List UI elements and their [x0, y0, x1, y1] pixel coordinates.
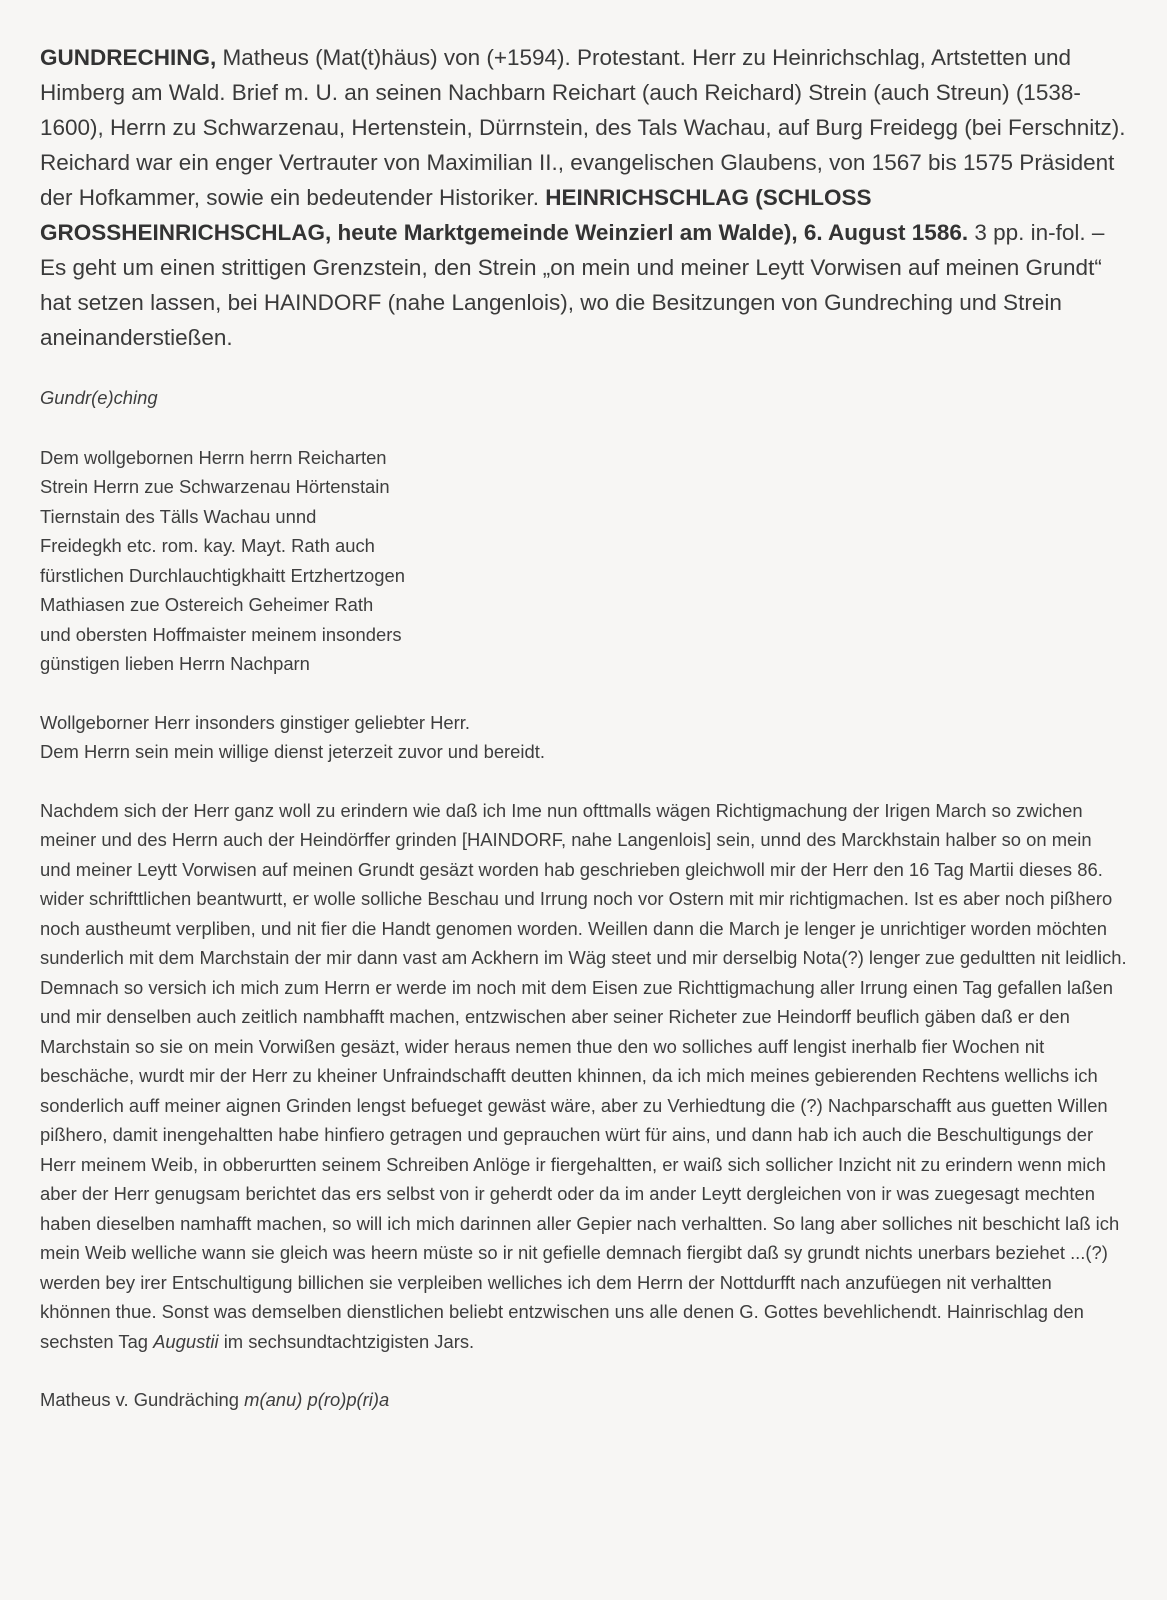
- signature: [40, 1385, 1127, 1415]
- address-line: Tiernstain des Tälls Wachau unnd: [40, 505, 317, 527]
- salutation: [40, 708, 1127, 767]
- author-name: GUNDRECHING,: [40, 45, 217, 70]
- salutation-line: Wollgeborner Herr insonders ginstiger geliebter Herr.: [40, 711, 470, 733]
- signature-name: Matheus v. Gundräching: [40, 1389, 245, 1410]
- letter-month: Augustii: [153, 1330, 219, 1352]
- sender-heading: Gundr(e)ching: [40, 387, 158, 408]
- author-description: Matheus (Mat(t)häus) von (+1594). Protestant. Herr zu Heinrichschlag, Artstetten und Himberg am Wald. Brief m. U. an seinen Nachbarn Reichart (auch Reichard) Strein (auch Streun) (1538-1600), Herrn zu Schwarzenau, Hertenstein, Dürrnstein, des Tals Wachau, auf Burg Freidegg (bei Ferschnitz). Reichard war ein enger Vertrauter von Maximilian II., evangelischen Glaubens, von 1567 bis 1575 Präsident der Hofkammer, sowie ein bedeutender Historiker.: [40, 45, 1126, 210]
- intro-paragraph: [40, 40, 1127, 355]
- letter-body-main: Nachdem sich der Herr ganz woll zu erindern wie daß ich Ime nun ofttmalls wägen Richtigmachung der Irigen March so zwichen meiner und des Herrn auch der Heindörffer grinden [HAINDORF, nahe Langenlois] sein, unnd des Marckhstain halber so on mein und meiner Leytt Vorwisen auf meinen Grundt gesäzt worden hab geschrieben gleichwoll mir der Herr den 16 Tag Martii dieses 86. wider schrifttlichen beantwurtt, er wolle solliche Beschau und Irrung noch vor Ostern mit mir richtigmachen. Ist es aber noch pißhero noch austheumt verpliben, und nit fier die Handt genomen worden. Weillen dann die March je lenger je unrichtiger worden möchten sunderlich mit dem Marchstain der mir dann vast am Ackhern im Wäg steet und mir derselbig Nota(?) lenger zue gedultten nit leidlich. Demnach so versich ich mich zum Herrn er werde im noch mit dem Eisen zue Richttigmachung aller Irrung einen Tag gefallen laßen und mir denselben auch zeitlich nambhafft machen, entzwischen aber seiner Richeter zue Heindorff beuflich gäben daß er den Marchstain so sie on mein Vorwißen gesäzt, wider heraus nemen thue den wo solliches auff lengist inerhalb fier Wochen nit beschäche, wurdt mir der Herr zu kheiner Unfraindschafft deutten khinnen, da ich mich meines gebierenden Rechtens wellichs ich sonderlich auff meiner aignen Grinden lengst befueget gewäst wäre, aber zu Verhiedtung die (?) Nachparschafft aus guetten Willen pißhero, damit inengehaltten habe hinfiero getragen und geprauchen würt für ains, und dann hab ich auch die Beschultigungs der Herr meinem Weib, in obberurtten seinem Schreiben Anlöge ir fiergehaltten, er waiß sich sollicher Inzicht nit zu erindern wenn mich aber der Herr genugsam berichtet das ers selbst von ir geherdt oder da im ander Leytt dergleichen von ir was zuegesagt mechten haben dieselben namhafft machen, so will ich mich darinnen aller Gepier nach verhaltten. So lang aber solliches nit beschicht laß ich mein Weib welliche wann sie gleich was heern müste so ir nit gefielle demnach fiergibt daß sy grundt nichts unerbars beziehet ...(?) werden bey irer Entschultigung billichen sie verpleiben welliches ich dem Herrn der Nottdurfft nach anzufüegen nit verhaltten khönnen thue. Sonst was demselben dienstlichen beliebt entzwischen uns alle denen G. Gottes bevehlichendt. Hainrischlag den sechsten Tag: [40, 799, 1127, 1352]
- address-block: [40, 443, 1127, 679]
- address-line: und obersten Hoffmaister meinem insonders: [40, 623, 402, 645]
- address-line: Freidegkh etc. rom. kay. Mayt. Rath auch: [40, 535, 375, 556]
- address-line: Strein Herrn zue Schwarzenau Hörtenstain: [40, 476, 390, 497]
- address-line: fürstlichen Durchlauchtigkhaitt Ertzhertzogen: [40, 564, 405, 586]
- letter-description: 3 pp. in-fol. – Es geht um einen strittigen Grenzstein, den Strein „on mein und meiner Leytt Vorwisen auf meinen Grundt“ hat setzen lassen, bei HAINDORF (nahe Langenlois), wo die Besitzungen von Gundreching und Strein aneinanderstießen.: [40, 220, 1105, 350]
- salutation-line: Dem Herrn sein mein willige dienst jeterzeit zuvor und bereidt.: [40, 741, 545, 762]
- letter-body-closing: im sechsundtachtzigisten Jars.: [218, 1330, 475, 1352]
- place-and-date: HEINRICHSCHLAG (SCHLOSS GROSSHEINRICHSCHLAG, heute Marktgemeinde Weinzierl am Walde), 6. August 1586.: [40, 185, 969, 245]
- signature-note: m(anu) p(ro)p(ri)a: [244, 1389, 390, 1410]
- address-line: günstigen lieben Herrn Nachparn: [40, 653, 310, 674]
- address-line: Dem wollgebornen Herrn herrn Reicharten: [40, 446, 387, 468]
- address-line: Mathiasen zue Ostereich Geheimer Rath: [40, 594, 374, 615]
- letter-body: [40, 796, 1127, 1357]
